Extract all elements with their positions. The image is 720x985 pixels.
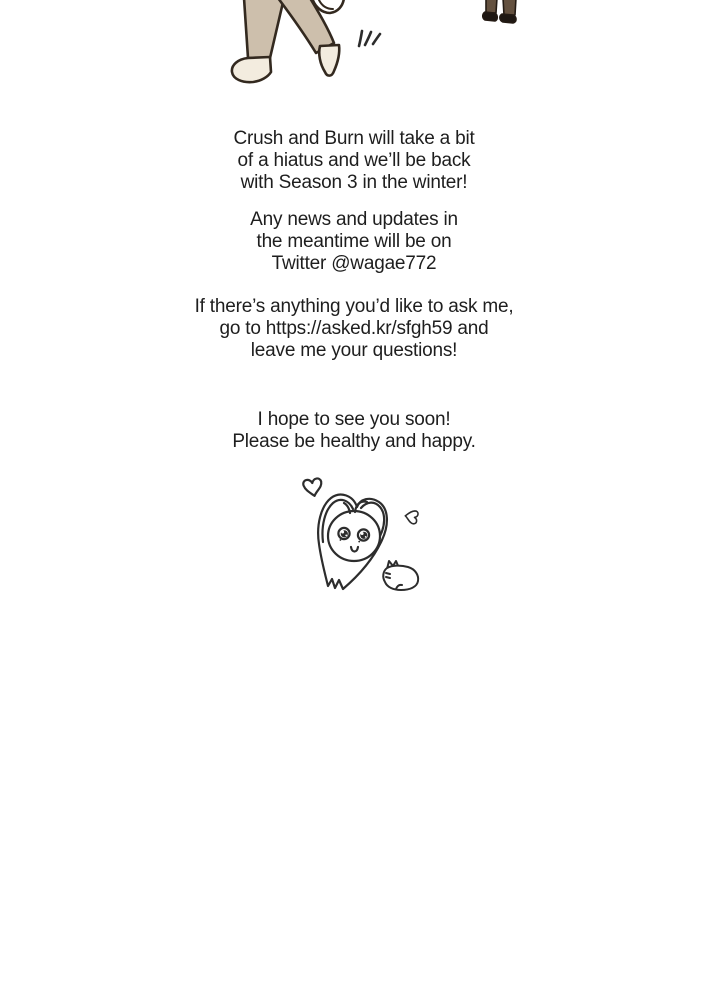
announcement-paragraph-hiatus	[0, 128, 708, 194]
small-heart-icon	[303, 478, 324, 498]
rabbit-doodle	[383, 561, 418, 590]
text-line: leave me your questions!	[250, 340, 458, 361]
text-line: with Season 3 in the winter!	[240, 172, 468, 193]
ask-url-text: go to https://asked.kr/sfgh59 and	[219, 318, 489, 339]
small-heart-icon	[404, 509, 418, 524]
text-line: the meantime will be on	[256, 231, 452, 252]
text-line: I hope to see you soon!	[257, 409, 451, 430]
heart-face-doodle	[300, 476, 430, 598]
walking-legs-illustration	[226, 0, 348, 100]
text-line: Crush and Burn will take a bit	[233, 128, 475, 149]
text-line: Please be healthy and happy.	[232, 431, 476, 452]
announcement-paragraph-farewell	[0, 409, 708, 453]
announcement-paragraph-updates	[0, 209, 708, 275]
announcement-paragraph-questions	[0, 296, 708, 362]
motion-lines-icon	[356, 28, 386, 56]
text-line: Any news and updates in	[250, 209, 458, 230]
doodle-face	[328, 511, 380, 561]
text-line: of a hiatus and we’ll be back	[237, 150, 471, 171]
text-line: If there’s anything you’d like to ask me,	[194, 296, 514, 317]
distant-legs-illustration	[482, 0, 524, 26]
twitter-handle-text: Twitter @wagae772	[271, 253, 437, 274]
